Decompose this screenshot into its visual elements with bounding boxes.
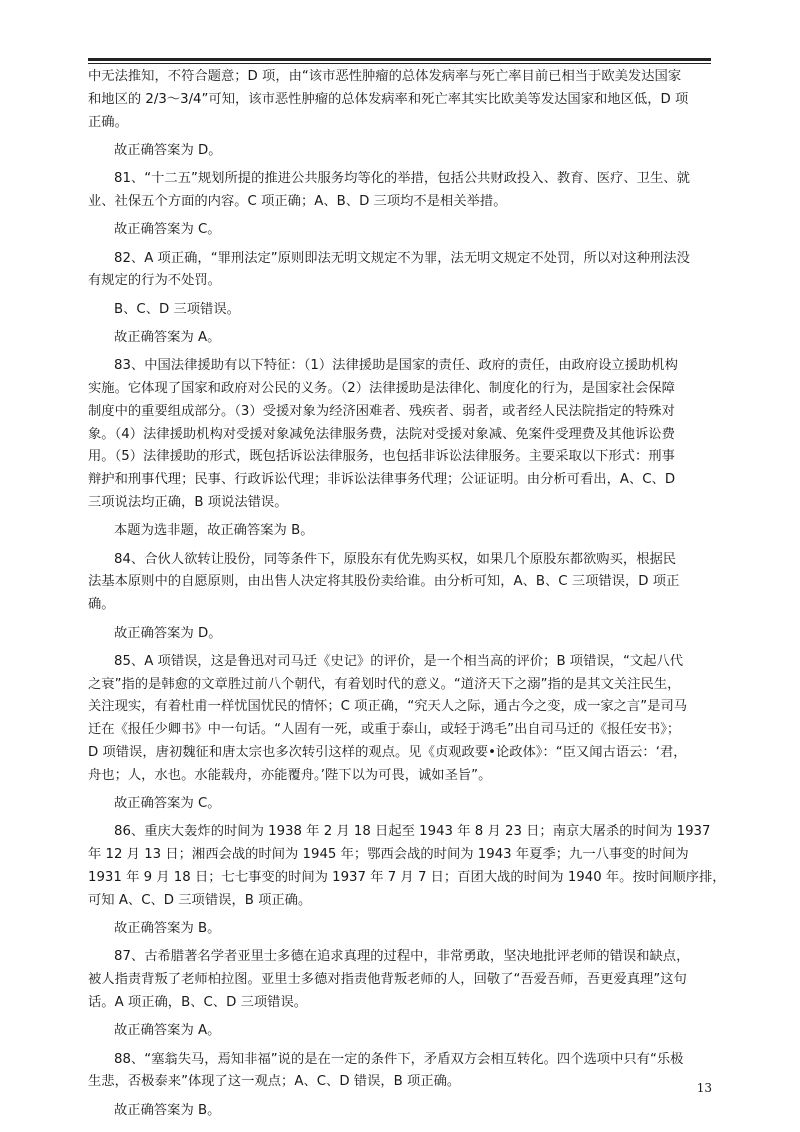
paragraph-line: 故正确答案为 C。 — [114, 222, 221, 238]
header-rule-thick — [88, 58, 711, 61]
paragraph — [88, 66, 712, 134]
paragraph-line: 辩护和刑事代理；民事、行政诉讼代理；非诉讼法律事务代理；公证证明。由分析可看出，A、C、D — [88, 472, 676, 488]
paragraph-line: 确。 — [88, 597, 115, 613]
paragraph-line: 1931 年 9 月 18 日；七七事变的时间为 1937 年 7 月 7 日；百团大战的时间为 1940 年。按时间顺序排， — [88, 870, 726, 885]
paragraph-line: 话。A 项正确，B、C、D 三项错误。 — [88, 994, 308, 1010]
page-body — [88, 66, 726, 1128]
paragraph — [88, 918, 712, 941]
paragraph-line: 象。（4）法律援助机构对受援对象减免法律服务费，法院对受援对象减、免案件受理费及其他诉讼费 — [88, 426, 675, 442]
paragraph — [88, 623, 712, 646]
paragraph — [88, 327, 712, 350]
header-rule-thin — [88, 63, 711, 64]
paragraph-line: 故正确答案为 C。 — [114, 796, 221, 812]
paragraph-line: 81、“十二五”规划所提的推进公共服务均等化的举措，包括公共财政投入、教育、医疗、卫生、就 — [114, 171, 690, 187]
paragraph-line: 故正确答案为 A。 — [114, 329, 221, 345]
paragraph — [88, 355, 712, 515]
page-number: 13 — [696, 1081, 712, 1095]
paragraph-line: D 项错误，唐初魏征和唐太宗也多次转引这样的观点。见《贞观政要•论政体》：“臣又闻古语云：‘君， — [88, 745, 687, 761]
paragraph-line: 实施。它体现了国家和政府对公民的义务。（2）法律援助是法律化、制度化的行为，是国家社会保障 — [88, 381, 675, 397]
paragraph — [88, 651, 712, 788]
paragraph-line: 业、社保五个方面的内容。C 项正确；A、B、D 三项均不是相关举措。 — [88, 193, 507, 209]
paragraph-line: 用。（5）法律援助的形式，既包括诉讼法律服务，也包括非诉讼法律服务。主要采取以下形式：刑事 — [88, 449, 675, 465]
paragraph-line: 故正确答案为 D。 — [114, 142, 222, 158]
paragraph-line: B、C、D 三项错误。 — [114, 301, 240, 317]
paragraph-line: 有规定的行为不处罚。 — [88, 273, 221, 289]
paragraph — [88, 299, 712, 322]
paragraph-line: 故正确答案为 D。 — [114, 625, 222, 641]
paragraph — [88, 520, 712, 543]
paragraph-line: 可知 A、C、D 三项错误，B 项正确。 — [88, 892, 312, 908]
paragraph-line: 关注现实，有着杜甫一样忧国忧民的情怀；C 项正确，“究天人之际，通古今之变，成一家之言”是司马 — [88, 699, 688, 715]
paragraph-line: 本题为选非题，故正确答案为 B。 — [114, 523, 314, 539]
paragraph-line: 82、A 项正确，“罪刑法定”原则即法无明文规定不为罪，法无明文规定不处罚，所以对这种刑法没 — [114, 250, 690, 266]
paragraph-line: 故正确答案为 B。 — [114, 1102, 221, 1118]
paragraph-line: 和地区的 2/3～3/4”可知，该市恶性肿瘤的总体发病率和死亡率其实比欧美等发达国家和地区低，D 项 — [88, 91, 689, 107]
paragraph-line: 85、A 项错误，这是鲁迅对司马迁《史记》的评价，是一个相当高的评价；B 项错误，“文起八代 — [114, 653, 684, 669]
paragraph-line: 迁在《报任少卿书》中一句话。“人固有一死，或重于泰山，或轻于鸿毛”出自司马迁的《报任安书》； — [88, 722, 681, 738]
paragraph-line: 86、重庆大轰炸的时间为 1938 年 2 月 18 日起至 1943 年 8 月 23 日；南京大屠杀的时间为 1937 — [114, 824, 711, 840]
paragraph-line: 88、“塞翁失马，焉知非福”说的是在一定的条件下，矛盾双方会相互转化。四个选项中只有“乐极 — [114, 1051, 684, 1067]
paragraph-line: 之衰”指的是韩愈的文章胜过前八个朝代，有着划时代的意义。“道济天下之溺”指的是其文关注民生， — [88, 676, 681, 692]
paragraph — [88, 140, 712, 163]
paragraph-line: 84、合伙人欲转让股份，同等条件下，原股东有优先购买权，如果几个原股东都欲购买，根据民 — [114, 551, 677, 567]
paragraph-line: 被人指责背叛了老师柏拉图。亚里士多德对指责他背叛老师的人，回敬了“吾爱吾师，吾更爱真理”这句 — [88, 972, 687, 988]
paragraph-line: 制度中的重要组成部分。（3）受援对象为经济困难者、残疾者、弱者，或者经人民法院指定的特殊对 — [88, 403, 675, 419]
paragraph-line: 正确。 — [88, 114, 128, 130]
paragraph-line: 故正确答案为 B。 — [114, 921, 221, 937]
paragraph-line: 法基本原则中的自愿原则，由出售人决定将其股份卖给谁。由分析可知，A、B、C 三项错误，D 项正 — [88, 574, 680, 590]
paragraph — [88, 1100, 712, 1123]
paragraph-line: 舟也；人，水也。水能载舟，亦能覆舟。’陛下以为可畏，诚如圣旨”。 — [88, 767, 492, 783]
paragraph-line: 三项说法均正确，B 项说法错误。 — [88, 495, 288, 511]
paragraph — [88, 1020, 712, 1043]
paragraph — [88, 793, 712, 816]
paragraph — [88, 219, 712, 242]
paragraph — [88, 168, 712, 214]
paragraph-line: 87、古希腊著名学者亚里士多德在追求真理的过程中，非常勇敢，坚决地批评老师的错误和缺点， — [114, 949, 690, 965]
paragraph — [88, 946, 712, 1014]
paragraph — [88, 248, 712, 294]
paragraph-line: 年 12 月 13 日；湘西会战的时间为 1945 年；鄂西会战的时间为 1943 年夏季；九一八事变的时间为 — [88, 847, 689, 863]
paragraph — [88, 1049, 712, 1095]
paragraph — [88, 549, 712, 617]
paragraph-line: 83、中国法律援助有以下特征：（1）法律援助是国家的责任、政府的责任，由政府设立援助机构 — [114, 358, 678, 374]
paragraph — [88, 821, 726, 912]
paragraph-line: 生悲，否极泰来”体现了这一观点；A、C、D 错误，B 项正确。 — [88, 1074, 461, 1090]
paragraph-line: 中无法推知，不符合题意；D 项，由“该市恶性肿瘤的总体发病率与死亡率目前已相当于欧美发达国家 — [88, 69, 682, 84]
paragraph-line: 故正确答案为 A。 — [114, 1023, 221, 1039]
